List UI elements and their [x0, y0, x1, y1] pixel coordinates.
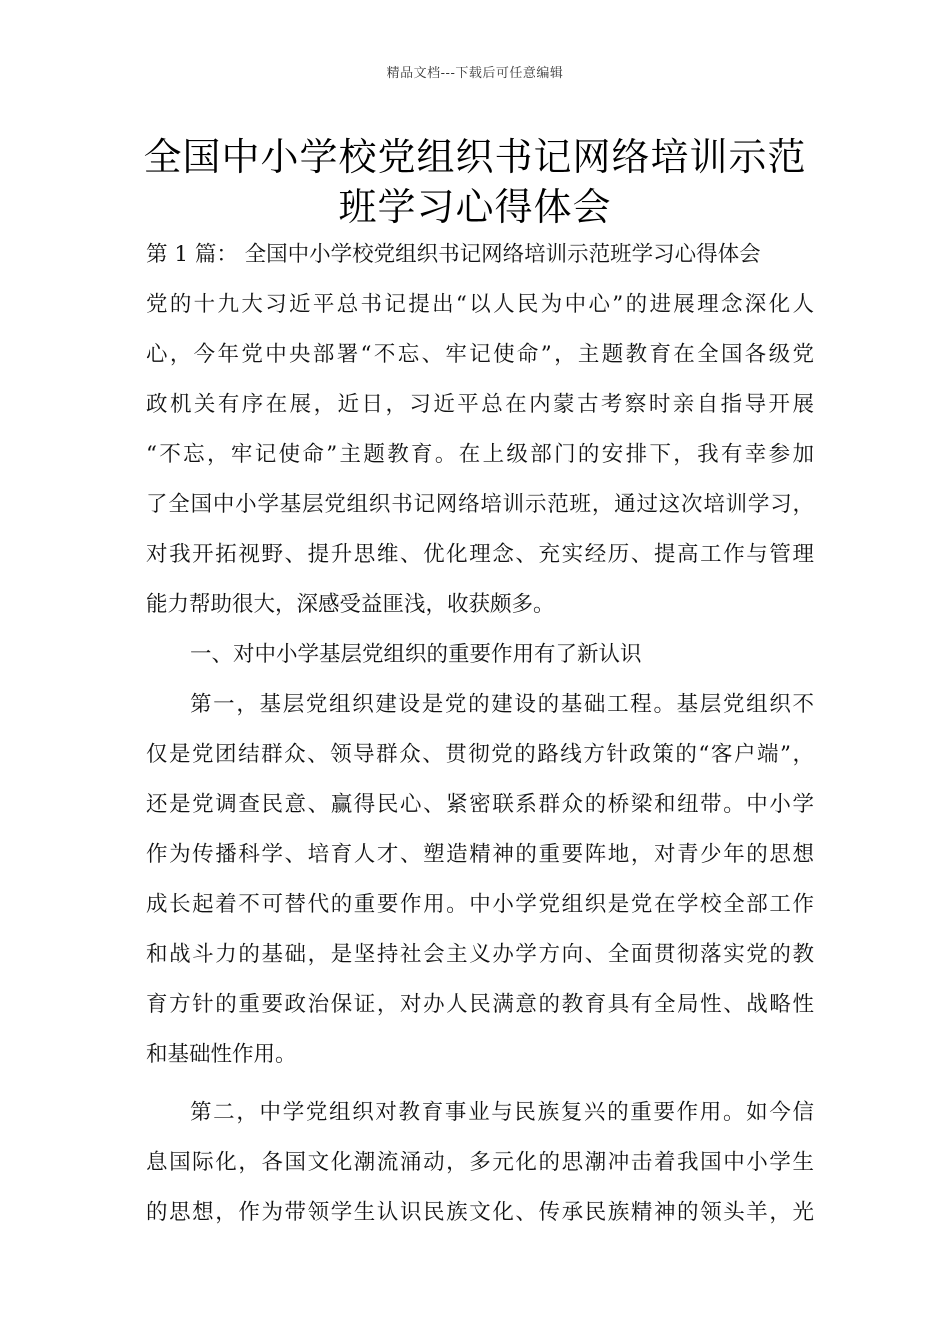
body-line: 心，今年党中央部署“不忘、牢记使命”，主题教育在全国各级党 [146, 342, 814, 367]
body-line: 对我开拓视野、提升思维、优化理念、充实经历、提高工作与管理 [146, 542, 814, 567]
body-line: 第 1 篇： 全国中小学校党组织书记网络培训示范班学习心得体会 [146, 242, 761, 267]
body-line: 党的十九大习近平总书记提出“以人民为中心”的进展理念深化人 [146, 292, 814, 317]
body-line: 息国际化，各国文化潮流涌动，多元化的思潮冲击着我国中小学生 [146, 1150, 814, 1175]
body-line: 和战斗力的基础，是坚持社会主义办学方向、全面贯彻落实党的教 [146, 942, 814, 967]
body-line: 的思想，作为带领学生认识民族文化、传承民族精神的领头羊，光 [146, 1200, 814, 1225]
section-heading: 一、对中小学基层党组织的重要作用有了新认识 [190, 642, 642, 667]
body-line: 还是党调查民意、赢得民心、紧密联系群众的桥梁和纽带。中小学 [146, 792, 814, 817]
title-line-1: 全国中小学校党组织书记网络培训示范 [143, 135, 807, 179]
paragraph-gap [146, 1080, 814, 1088]
title-line-2: 班学习心得体会 [338, 185, 612, 229]
body-line: 第一，基层党组织建设是党的建设的基础工程。基层党组织不 [190, 692, 814, 717]
body-line: 政机关有序在展，近日，习近平总在内蒙古考察时亲自指导开展 [146, 392, 814, 417]
body-line: 育方针的重要政治保证，对办人民满意的教育具有全局性、战略性 [146, 992, 814, 1017]
document-body [146, 230, 814, 1238]
document-title [120, 132, 830, 232]
header-note: 精品文档---下载后可任意编辑 [386, 66, 564, 81]
body-line: 成长起着不可替代的重要作用。中小学党组织是党在学校全部工作 [146, 892, 814, 917]
body-line: 能力帮助很大，深感受益匪浅，收获颇多。 [146, 592, 555, 617]
body-line: 和基础性作用。 [146, 1042, 297, 1067]
body-line: “不忘，牢记使命”主题教育。在上级部门的安排下，我有幸参加 [146, 442, 814, 467]
body-line: 作为传播科学、培育人才、塑造精神的重要阵地，对青少年的思想 [146, 842, 814, 867]
body-line: 仅是党团结群众、领导群众、贯彻党的路线方针政策的“客户端”， [146, 742, 814, 767]
body-line: 第二，中学党组织对教育事业与民族复兴的重要作用。如今信 [190, 1100, 814, 1125]
body-line: 了全国中小学基层党组织书记网络培训示范班，通过这次培训学习， [146, 492, 814, 517]
